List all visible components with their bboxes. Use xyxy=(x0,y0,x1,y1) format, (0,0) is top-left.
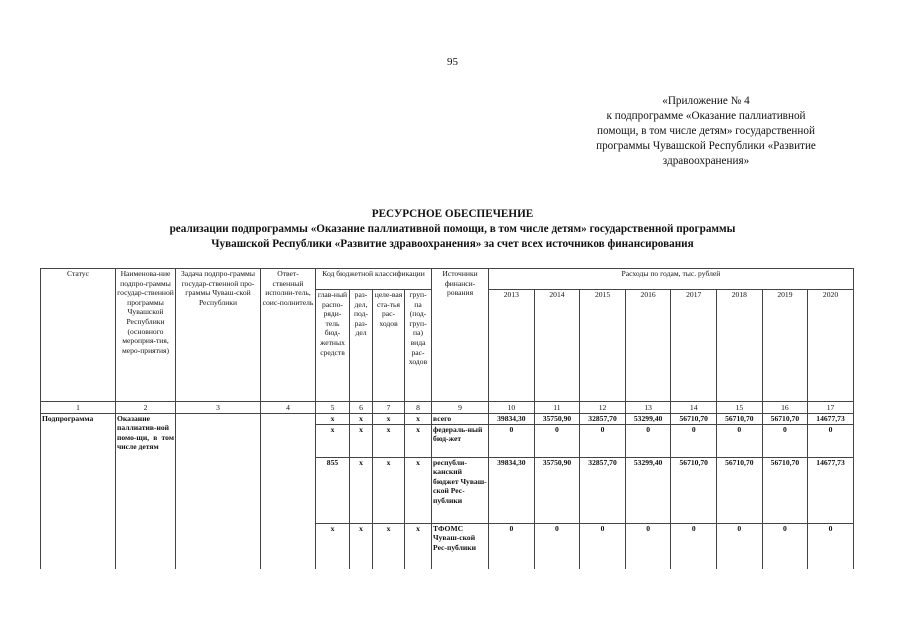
column-number: 8 xyxy=(405,402,432,414)
header-code-section: раз-дел, под-раз-дел xyxy=(350,290,373,402)
value-cell: 0 xyxy=(671,424,717,457)
resource-table xyxy=(40,268,854,569)
code-cell: х xyxy=(350,424,373,457)
value-cell: 0 xyxy=(671,523,717,569)
value-cell: 56710,70 xyxy=(671,413,717,424)
code-cell: х xyxy=(350,523,373,569)
header-year: 2020 xyxy=(808,290,854,402)
value-cell: 0 xyxy=(534,424,580,457)
title-line: Чувашской Республики «Развитие здравоохранения» за счет всех источников финансирования xyxy=(211,238,694,250)
document-title xyxy=(60,207,845,252)
value-cell: 0 xyxy=(762,523,808,569)
value-cell: 0 xyxy=(625,424,671,457)
header-year: 2015 xyxy=(580,290,626,402)
code-cell: х xyxy=(373,413,405,424)
value-cell: 0 xyxy=(808,523,854,569)
header-code-target: целе-вая ста-тья рас-ходов xyxy=(373,290,405,402)
column-number: 7 xyxy=(373,402,405,414)
code-cell: х xyxy=(373,424,405,457)
title-line: реализации подпрограммы «Оказание паллиативной помощи, в том числе детям» государственной программы xyxy=(169,223,736,235)
appendix-line: программы Чувашской Республики «Развитие xyxy=(596,140,816,152)
code-cell: х xyxy=(316,424,350,457)
responsible-cell xyxy=(261,413,316,569)
column-number: 13 xyxy=(625,402,671,414)
column-number: 12 xyxy=(580,402,626,414)
value-cell: 56710,70 xyxy=(671,457,717,523)
column-number: 17 xyxy=(808,402,854,414)
value-cell: 0 xyxy=(489,424,535,457)
value-cell: 56710,70 xyxy=(717,457,763,523)
appendix-line: здравоохранения» xyxy=(662,155,750,167)
value-cell: 53299,40 xyxy=(625,413,671,424)
header-budget-code: Код бюджетной классификации xyxy=(316,269,432,290)
source-cell: всего xyxy=(432,413,489,424)
header-sources: Источники финанси-рования xyxy=(432,269,489,402)
value-cell: 53299,40 xyxy=(625,457,671,523)
code-cell: х xyxy=(405,523,432,569)
header-responsible: Ответ-ственный исполни-тель, соис-полнитель xyxy=(261,269,316,402)
header-year: 2019 xyxy=(762,290,808,402)
column-number: 11 xyxy=(534,402,580,414)
value-cell: 0 xyxy=(717,424,763,457)
header-year: 2014 xyxy=(534,290,580,402)
header-task: Задача подпро-граммы государ-ственной про-граммы Чуваш-ской Республики xyxy=(176,269,261,402)
header-year: 2017 xyxy=(671,290,717,402)
code-cell: х xyxy=(405,413,432,424)
value-cell: 0 xyxy=(762,424,808,457)
column-number: 15 xyxy=(717,402,763,414)
header-year: 2013 xyxy=(489,290,535,402)
column-number: 16 xyxy=(762,402,808,414)
value-cell: 56710,70 xyxy=(762,457,808,523)
page-number: 95 xyxy=(447,56,458,68)
source-cell: республи-канский бюджет Чуваш-ской Рес-публики xyxy=(432,457,489,523)
code-cell: 855 xyxy=(316,457,350,523)
value-cell: 0 xyxy=(489,523,535,569)
header-year: 2018 xyxy=(717,290,763,402)
title-line: РЕСУРСНОЕ ОБЕСПЕЧЕНИЕ xyxy=(371,208,534,220)
value-cell: 39834,30 xyxy=(489,413,535,424)
value-cell: 35750,90 xyxy=(534,413,580,424)
appendix-note xyxy=(556,94,856,169)
value-cell: 0 xyxy=(580,523,626,569)
source-cell: федераль-ный бюд-жет xyxy=(432,424,489,457)
code-cell: х xyxy=(316,413,350,424)
value-cell: 0 xyxy=(534,523,580,569)
subprogram-name-cell: Оказание паллиатив-ной помо-щи, в том числе детям xyxy=(116,413,176,569)
column-number: 3 xyxy=(176,402,261,414)
column-number: 10 xyxy=(489,402,535,414)
column-number: 2 xyxy=(116,402,176,414)
header-code-group: груп-па (под-груп-па) вида рас-ходов xyxy=(405,290,432,402)
value-cell: 39834,30 xyxy=(489,457,535,523)
value-cell: 14677,73 xyxy=(808,413,854,424)
value-cell: 0 xyxy=(625,523,671,569)
column-number: 9 xyxy=(432,402,489,414)
value-cell: 35750,90 xyxy=(534,457,580,523)
appendix-line: к подпрограмме «Оказание паллиативной xyxy=(606,110,806,122)
column-number: 1 xyxy=(41,402,116,414)
header-status: Статус xyxy=(41,269,116,402)
header-name: Наименова-ние подпро-граммы государ-ственной программы Чувашской Республики (основного мероприя-тия, меро-приятия) xyxy=(116,269,176,402)
value-cell: 0 xyxy=(717,523,763,569)
column-number: 6 xyxy=(350,402,373,414)
header-expenses: Расходы по годам, тыс. рублей xyxy=(489,269,854,290)
task-cell xyxy=(176,413,261,569)
value-cell: 56710,70 xyxy=(717,413,763,424)
appendix-line: «Приложение № 4 xyxy=(662,95,750,107)
header-code-grbs: глав-ный распо-ряди-тель бюд-жетных средств xyxy=(316,290,350,402)
value-cell: 32857,70 xyxy=(580,413,626,424)
code-cell: х xyxy=(373,457,405,523)
value-cell: 32857,70 xyxy=(580,457,626,523)
appendix-line: помощи, в том числе детям» государственной xyxy=(597,125,815,137)
value-cell: 56710,70 xyxy=(762,413,808,424)
header-year: 2016 xyxy=(625,290,671,402)
status-cell: Подпрограмма xyxy=(41,413,116,569)
code-cell: х xyxy=(350,413,373,424)
column-number: 5 xyxy=(316,402,350,414)
code-cell: х xyxy=(350,457,373,523)
code-cell: х xyxy=(405,424,432,457)
value-cell: 14677,73 xyxy=(808,457,854,523)
value-cell: 0 xyxy=(808,424,854,457)
column-number: 4 xyxy=(261,402,316,414)
code-cell: х xyxy=(405,457,432,523)
code-cell: х xyxy=(373,523,405,569)
value-cell: 0 xyxy=(580,424,626,457)
source-cell: ТФОМС Чуваш-ской Рес-публики xyxy=(432,523,489,569)
code-cell: х xyxy=(316,523,350,569)
column-number: 14 xyxy=(671,402,717,414)
